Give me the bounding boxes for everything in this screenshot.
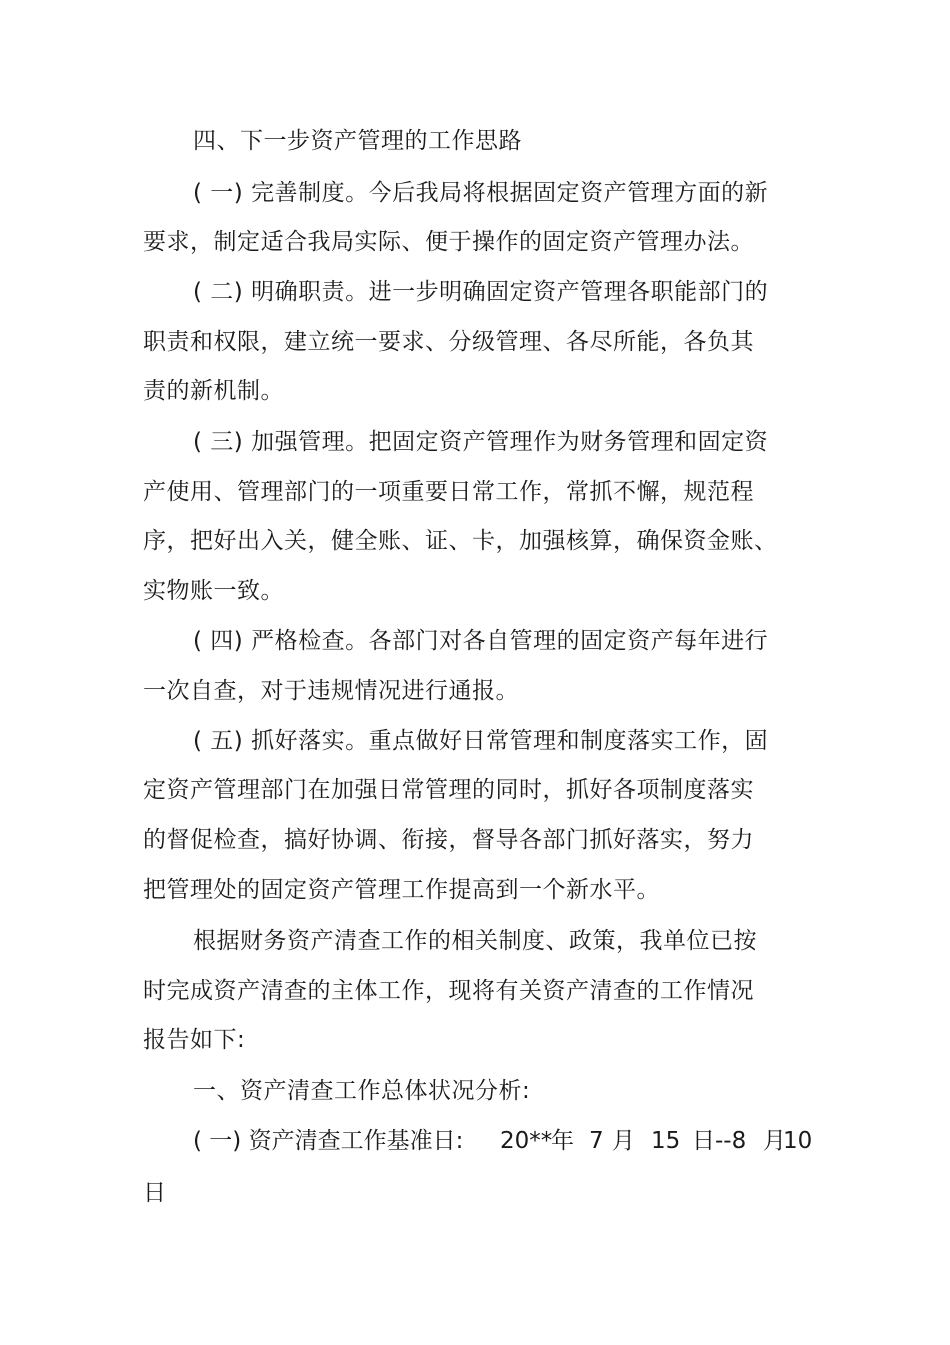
base-date-month-unit: 月 xyxy=(612,1128,635,1154)
base-date-month: 7 xyxy=(589,1128,604,1154)
paragraph-line: ( 二) 明确职责。进一步明确固定资产管理各职能部门的 xyxy=(193,279,769,305)
base-date-line xyxy=(193,1126,813,1156)
paragraph-line: 职责和权限，建立统一要求、分级管理、各尽所能，各负其 xyxy=(143,329,754,355)
paragraph-line: 产使用、管理部门的一项重要日常工作，常抓不懈，规范程 xyxy=(143,479,754,505)
paragraph-line: ( 三) 加强管理。把固定资产管理作为财务管理和固定资 xyxy=(193,429,769,455)
paragraph-line: 要求，制定适合我局实际、便于操作的固定资产管理办法。 xyxy=(143,229,754,255)
paragraph-line: 实物账一致。 xyxy=(143,578,284,604)
paragraph-line: 报告如下: xyxy=(143,1027,246,1053)
paragraph-line: 序，把好出入关，健全账、证、卡，加强核算，确保资金账、 xyxy=(143,528,778,554)
end-date-day: 10 xyxy=(783,1128,813,1154)
section-heading-overview: 一、资产清查工作总体状况分析: xyxy=(193,1078,531,1104)
paragraph-line: 一次自查，对于违规情况进行通报。 xyxy=(143,678,519,704)
paragraph-line: ( 五) 抓好落实。重点做好日常管理和制度落实工作，固 xyxy=(193,728,769,754)
paragraph-line: 把管理处的固定资产管理工作提高到一个新水平。 xyxy=(143,877,660,903)
paragraph-line: ( 四) 严格检查。各部门对各自管理的固定资产每年进行 xyxy=(193,628,769,654)
paragraph-line: 时完成资产清查的主体工作，现将有关资产清查的工作情况 xyxy=(143,978,754,1004)
base-date-year-unit: 年 xyxy=(551,1128,574,1154)
section-heading-next-steps: 四、下一步资产管理的工作思路 xyxy=(193,128,522,154)
paragraph-line: 日 xyxy=(143,1180,167,1206)
paragraph-line: ( 一) 完善制度。今后我局将根据固定资产管理方面的新 xyxy=(193,180,769,206)
paragraph-line: 定资产管理部门在加强日常管理的同时，抓好各项制度落实 xyxy=(143,777,754,803)
paragraph-line: 的督促检查，搞好协调、衔接，督导各部门抓好落实，努力 xyxy=(143,827,754,853)
end-date-month-unit: 月 xyxy=(763,1128,786,1154)
paragraph-line: 责的新机制。 xyxy=(143,378,284,404)
base-date-range-sep: 日--8 xyxy=(692,1128,747,1154)
base-date-label: ( 一) 资产清查工作基准日: xyxy=(193,1128,464,1154)
base-date-year: 20** xyxy=(500,1128,553,1154)
paragraph-line: 根据财务资产清查工作的相关制度、政策，我单位已按 xyxy=(193,928,757,954)
base-date-day: 15 xyxy=(651,1128,681,1154)
